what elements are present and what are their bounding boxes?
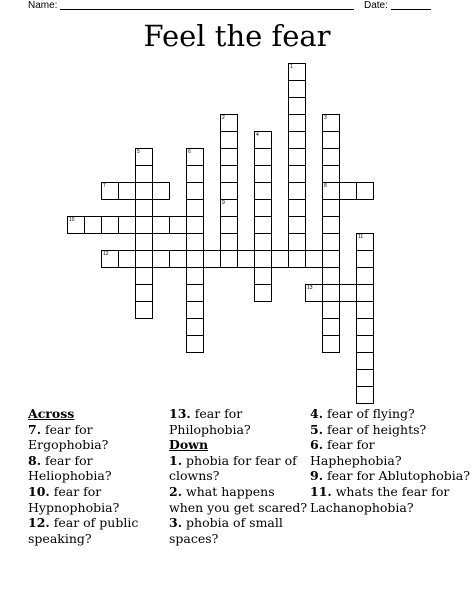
crossword-cell[interactable] (135, 233, 153, 251)
clue-number: 8 (324, 183, 327, 189)
clue-number: 12 (103, 251, 109, 257)
down-heading: Down (169, 437, 209, 453)
clue-number: 11 (358, 234, 364, 240)
crossword-cell[interactable] (169, 250, 187, 268)
crossword-cell[interactable] (322, 267, 340, 285)
crossword-cell[interactable] (288, 80, 306, 98)
crossword-cell[interactable] (135, 267, 153, 285)
crossword-cell[interactable] (288, 182, 306, 200)
crossword-cell[interactable] (203, 250, 221, 268)
crossword-cell[interactable] (237, 250, 255, 268)
crossword-cell[interactable] (322, 199, 340, 217)
crossword-cell[interactable] (288, 165, 306, 183)
across-clue: 10. fear for Hypnophobia? (28, 483, 120, 515)
crossword-cell[interactable] (186, 284, 204, 302)
clue-number: 9 (222, 200, 225, 206)
crossword-cell[interactable] (356, 318, 374, 336)
crossword-cell[interactable] (288, 131, 306, 149)
crossword-cell[interactable] (254, 182, 272, 200)
crossword-cell[interactable] (220, 182, 238, 200)
crossword-cell[interactable] (135, 250, 153, 268)
across-clue: 12. fear of public speaking? (28, 515, 139, 546)
crossword-cell[interactable] (356, 352, 374, 370)
crossword-cell[interactable] (254, 216, 272, 234)
clue-number: 7 (103, 183, 106, 189)
crossword-cell[interactable] (288, 148, 306, 166)
crossword-cell[interactable] (288, 199, 306, 217)
crossword-cell[interactable] (135, 216, 153, 234)
clue-number: 2 (222, 115, 225, 121)
crossword-cell[interactable] (356, 284, 374, 302)
down-clue: 3. phobia of small spaces? (169, 515, 283, 546)
crossword-cell[interactable] (356, 369, 374, 387)
down-clue: 11. whats the fear for Lachanophobia? (310, 483, 450, 515)
crossword-cell[interactable] (186, 335, 204, 353)
crossword-cell[interactable] (84, 216, 102, 234)
crossword-cell[interactable] (322, 233, 340, 251)
crossword-cell[interactable] (271, 250, 289, 268)
across-clue: 13. fear for Philophobia? (169, 406, 251, 437)
crossword-cell[interactable] (186, 182, 204, 200)
crossword-cell[interactable] (322, 301, 340, 319)
crossword-cell[interactable] (356, 335, 374, 353)
crossword-cell[interactable] (288, 216, 306, 234)
crossword-cell[interactable] (169, 216, 187, 234)
crossword-cell[interactable] (322, 148, 340, 166)
crossword-cell[interactable] (322, 165, 340, 183)
crossword-cell[interactable] (220, 216, 238, 234)
down-clue: 6. fear for Haphephobia? (310, 437, 402, 468)
down-clue: 1. phobia for fear of clowns? (169, 452, 297, 484)
across-clue: 8. fear for Heliophobia? (28, 452, 112, 484)
crossword-cell[interactable] (186, 199, 204, 217)
crossword-cell[interactable] (356, 182, 374, 200)
clues-column-2 (169, 406, 309, 546)
date-label: Date: (364, 0, 388, 11)
down-clue: 4. fear of flying? (310, 406, 415, 421)
crossword-cell[interactable] (356, 386, 374, 404)
crossword-cell[interactable] (339, 182, 357, 200)
crossword-cell[interactable] (186, 250, 204, 268)
crossword-cell[interactable] (152, 216, 170, 234)
crossword-cell[interactable] (288, 233, 306, 251)
crossword-cell[interactable] (152, 182, 170, 200)
crossword-cell[interactable] (322, 216, 340, 234)
crossword-cell[interactable] (118, 182, 136, 200)
crossword-cell[interactable] (254, 165, 272, 183)
crossword-cell[interactable] (186, 301, 204, 319)
crossword-cell[interactable] (288, 97, 306, 115)
crossword-cell[interactable] (220, 165, 238, 183)
crossword-cell[interactable] (186, 267, 204, 285)
crossword-cell[interactable] (254, 148, 272, 166)
crossword-cell[interactable] (254, 284, 272, 302)
crossword-cell[interactable] (288, 250, 306, 268)
crossword-cell[interactable] (118, 216, 136, 234)
crossword-cell[interactable] (135, 284, 153, 302)
crossword-cell[interactable] (220, 131, 238, 149)
clue-number: 5 (137, 149, 140, 155)
crossword-cell[interactable] (356, 267, 374, 285)
crossword-cell[interactable] (356, 250, 374, 268)
clues-column-1 (28, 406, 163, 546)
crossword-cell[interactable] (186, 318, 204, 336)
crossword-cell[interactable] (220, 250, 238, 268)
clue-number: 13 (307, 285, 313, 291)
crossword-cell[interactable] (305, 250, 323, 268)
crossword-cell[interactable] (322, 131, 340, 149)
page-title: Feel the fear (143, 19, 331, 53)
crossword-cell[interactable] (135, 301, 153, 319)
clue-number: 6 (188, 149, 191, 155)
crossword-cell[interactable] (220, 148, 238, 166)
across-clue: 7. fear for Ergophobia? (28, 421, 109, 453)
crossword-cell[interactable] (254, 267, 272, 285)
crossword-cell[interactable] (322, 318, 340, 336)
crossword-cell[interactable] (254, 250, 272, 268)
crossword-cell[interactable] (135, 199, 153, 217)
down-clue: 5. fear of heights? (310, 421, 427, 437)
crossword-cell[interactable] (254, 199, 272, 217)
clue-number: 4 (256, 132, 259, 138)
crossword-cell[interactable] (339, 284, 357, 302)
crossword-cell[interactable] (220, 233, 238, 251)
crossword-cell[interactable] (152, 250, 170, 268)
crossword-cell[interactable] (118, 250, 136, 268)
across-heading: Across (28, 406, 75, 421)
crossword-cell[interactable] (101, 216, 119, 234)
crossword-cell[interactable] (254, 233, 272, 251)
crossword-cell[interactable] (135, 182, 153, 200)
crossword-cell[interactable] (356, 301, 374, 319)
crossword-cell[interactable] (186, 165, 204, 183)
down-clue: 2. what happens when you get scared? (169, 483, 308, 515)
crossword-cell[interactable] (322, 284, 340, 302)
crossword-cell[interactable] (186, 233, 204, 251)
crossword-cell[interactable] (135, 165, 153, 183)
crossword-cell[interactable] (322, 335, 340, 353)
crossword-cell[interactable] (186, 216, 204, 234)
clue-number: 10 (69, 217, 75, 223)
crossword-cell[interactable] (322, 250, 340, 268)
crossword-cell[interactable] (288, 114, 306, 132)
clues-column-3 (310, 406, 470, 515)
clue-number: 3 (324, 115, 327, 121)
down-clue: 9. fear for Ablutophobia? (310, 468, 470, 484)
clue-number: 1 (290, 64, 293, 70)
name-label: Name: (28, 0, 58, 11)
